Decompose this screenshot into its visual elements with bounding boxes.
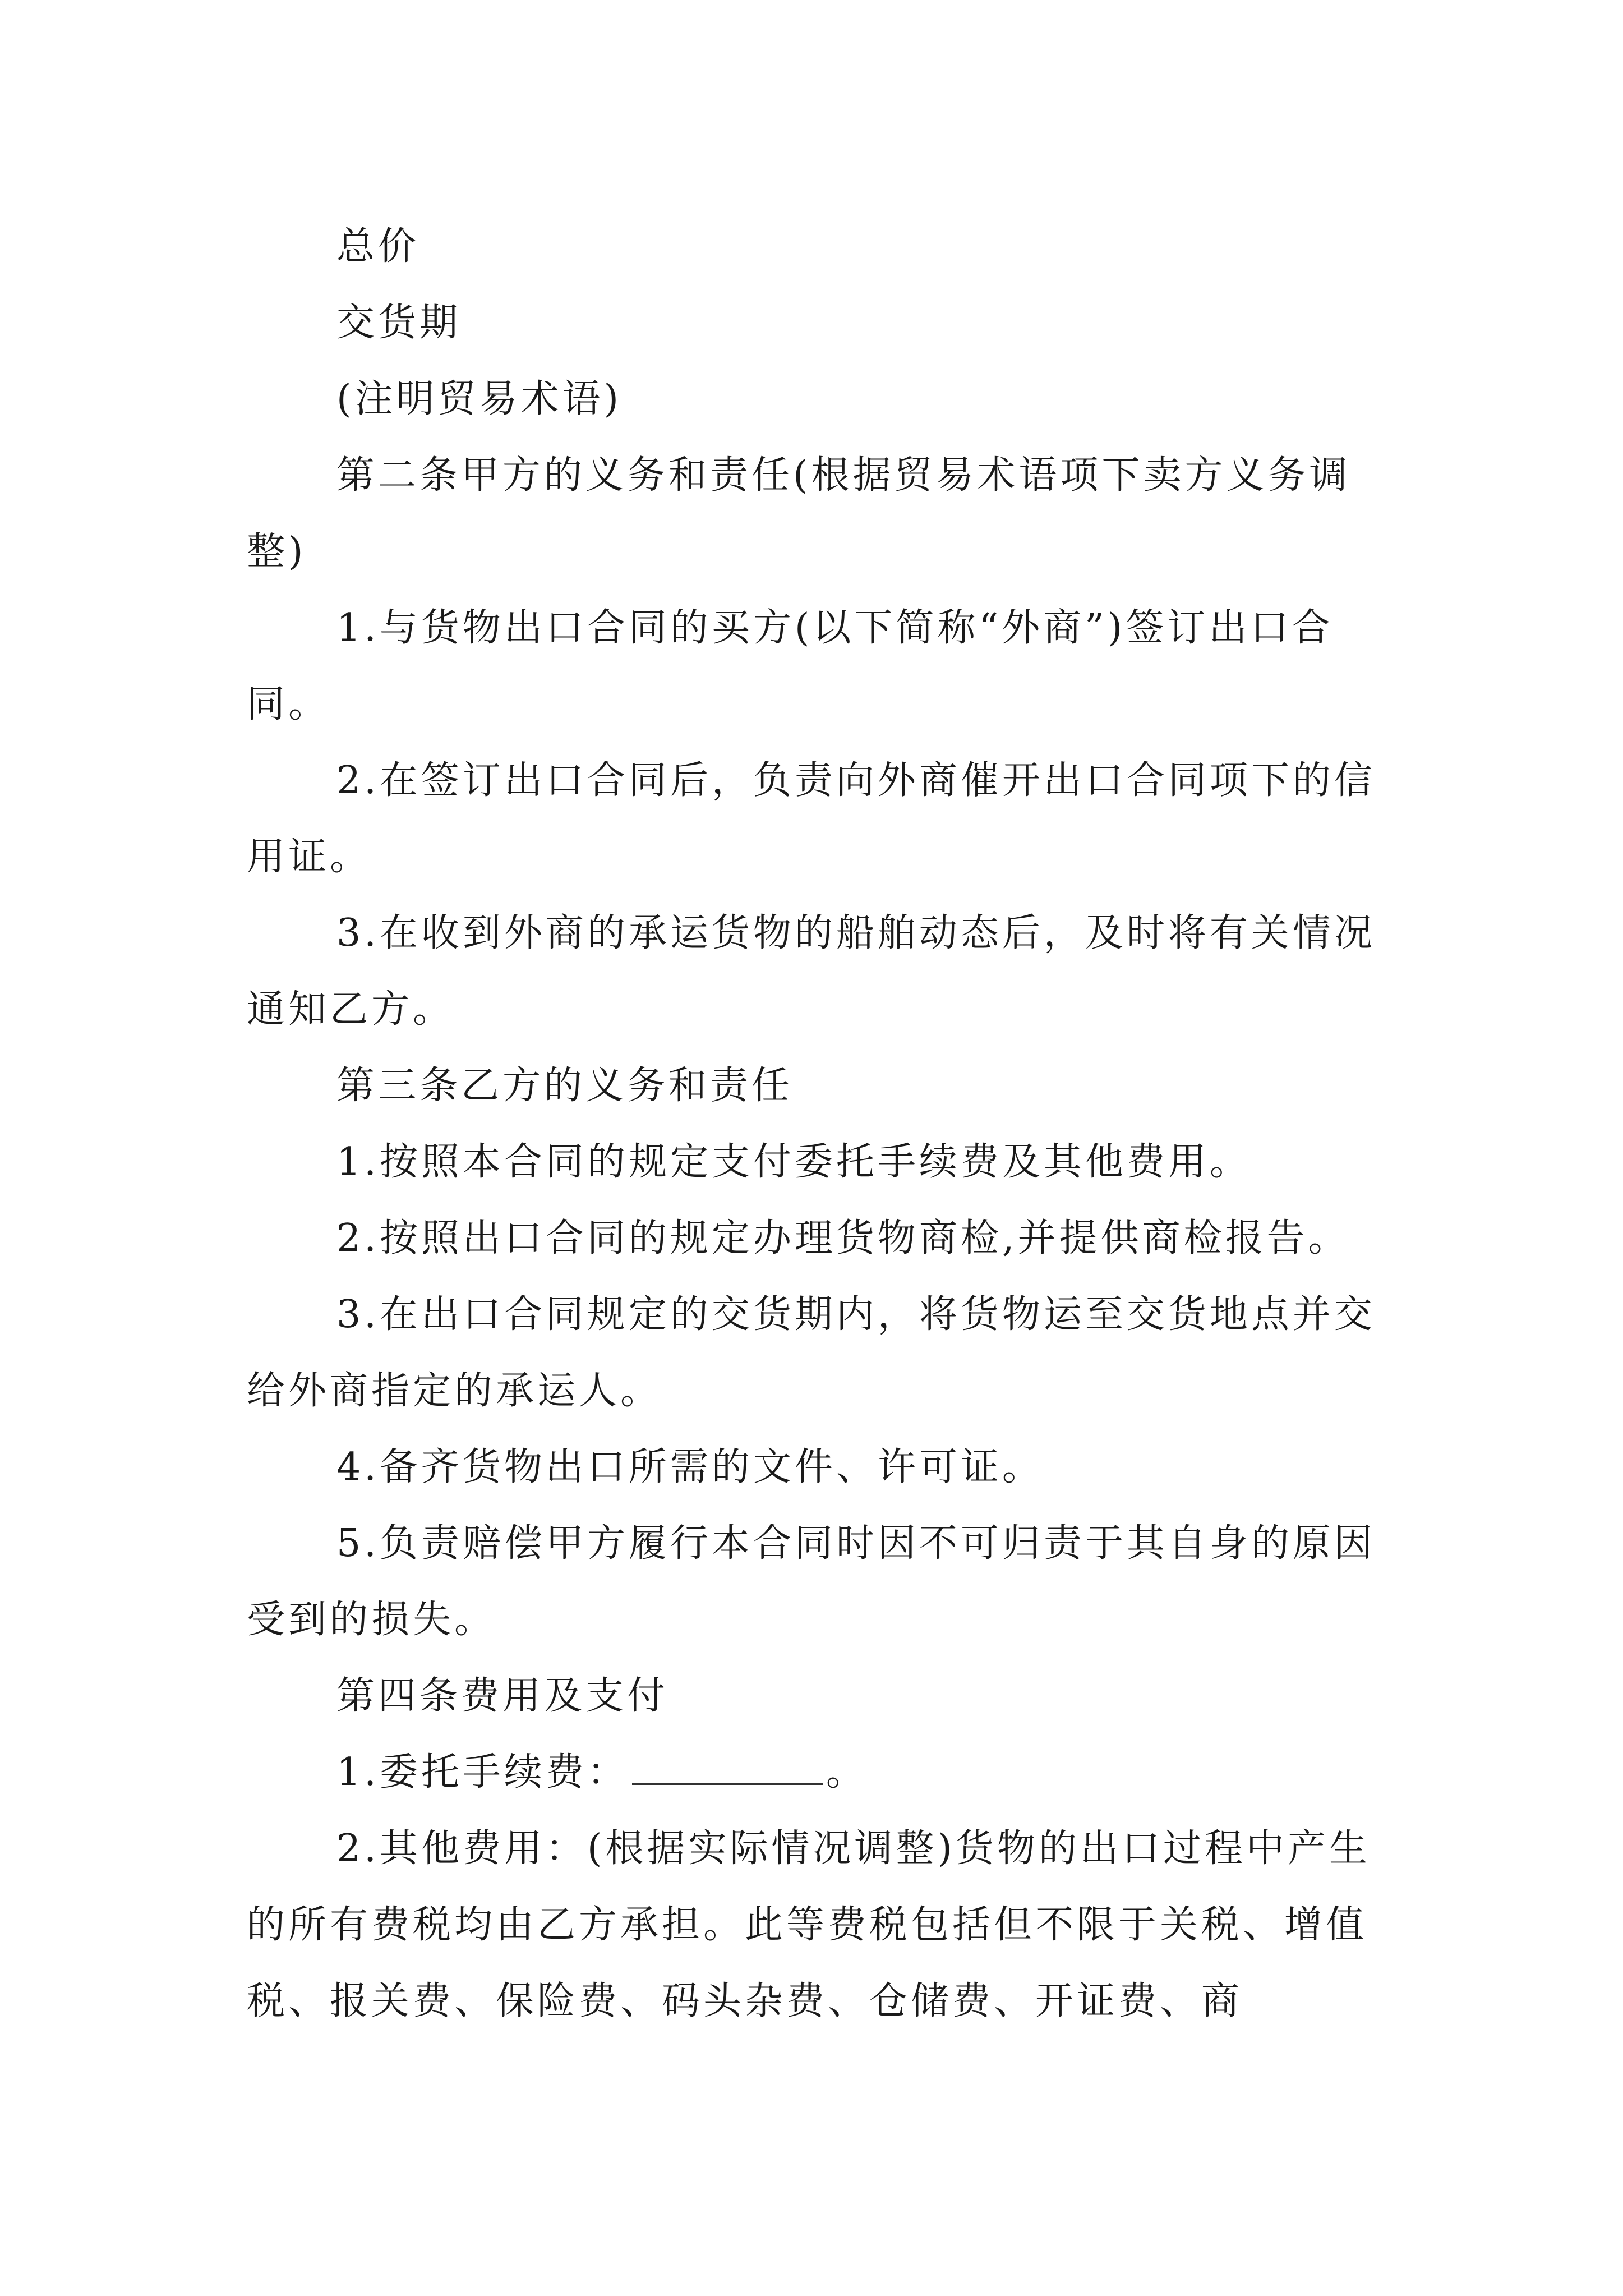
paragraph-trade-term-note: (注明贸易术语) bbox=[336, 377, 623, 421]
article-4-item-2: 2.其他费用：(根据实际情况调整)货物的出口过程中产生的所有费税均由乙方承担。此等费税包括但不限于关税、增值税、报关费、保险费、码头杂费、仓储费、开证费、商 bbox=[247, 1826, 1371, 2023]
fee-blank-line bbox=[632, 1752, 823, 1785]
document-body bbox=[247, 209, 1385, 2040]
fee-suffix: 。 bbox=[826, 1750, 868, 1795]
paragraph-delivery-period: 交货期 bbox=[336, 301, 462, 345]
article-3-heading: 第三条乙方的义务和责任 bbox=[336, 1064, 794, 1108]
article-4-item-1 bbox=[247, 1734, 1385, 1811]
article-2-item-2: 2.在签订出口合同后，负责向外商催开出口合同项下的信用证。 bbox=[247, 758, 1376, 879]
paragraph-total-price: 总价 bbox=[336, 224, 420, 269]
article-2-item-1: 1.与货物出口合同的买方(以下简称“外商”)签订出口合同。 bbox=[247, 606, 1334, 726]
article-3-item-1: 1.按照本合同的规定支付委托手续费及其他费用。 bbox=[336, 1140, 1251, 1184]
article-3-item-3: 3.在出口合同规定的交货期内，将货物运至交货地点并交给外商指定的承运人。 bbox=[247, 1292, 1376, 1413]
article-4-heading: 第四条费用及支付 bbox=[336, 1674, 669, 1718]
article-2-heading: 第二条甲方的义务和责任(根据贸易术语项下卖方义务调整) bbox=[247, 453, 1351, 574]
fee-label: 1.委托手续费： bbox=[336, 1750, 629, 1795]
article-3-item-5: 5.负责赔偿甲方履行本合同时因不可归责于其自身的原因受到的损失。 bbox=[247, 1521, 1376, 1642]
article-3-item-4: 4.备齐货物出口所需的文件、许可证。 bbox=[336, 1445, 1044, 1489]
article-3-item-2: 2.按照出口合同的规定办理货物商检,并提供商检报告。 bbox=[336, 1216, 1350, 1260]
article-2-item-3: 3.在收到外商的承运货物的船舶动态后，及时将有关情况通知乙方。 bbox=[247, 911, 1376, 1032]
